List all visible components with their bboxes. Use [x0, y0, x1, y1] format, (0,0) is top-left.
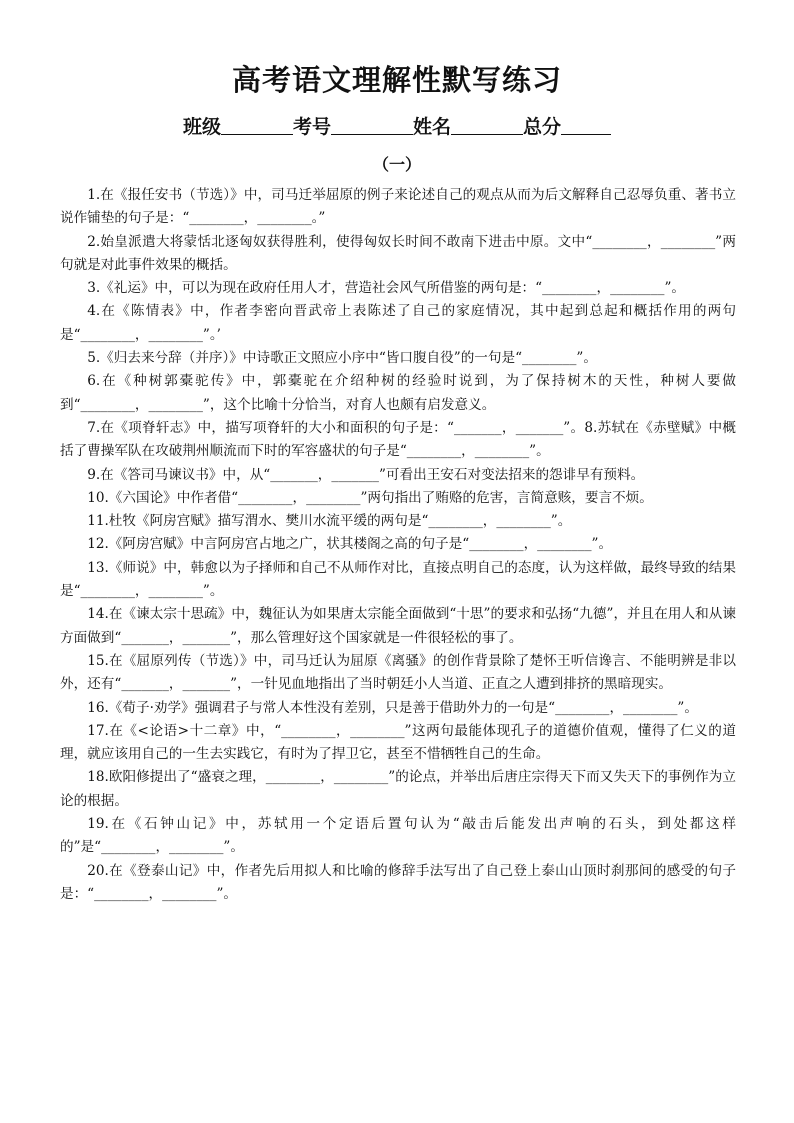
student-info-line — [0, 112, 794, 139]
question-item: 19.在《石钟山记》中，苏轼用一个定语后置句认为“敲击后能发出声响的石头，到处都这样的”是“________，________”。 — [60, 816, 736, 856]
question-item: 13.《师说》中，韩愈以为子择师和自己不从师作对比，直接点明自己的态度，认为这样做，最终导致的结果是“________，________”。 — [60, 559, 736, 600]
question-item: 7.在《项脊轩志》中，描写项脊轩的大小和面积的句子是：“_______，_______”。8.苏轼在《赤壁赋》中概括了曹操军队在攻破荆州顺流而下时的军容盛状的句子是“________，________”。 — [60, 419, 736, 460]
exam-no-blank — [331, 116, 413, 135]
score-blank — [561, 116, 611, 135]
score-label: 总分 — [523, 116, 562, 138]
question-item: 11.杜牧《阿房宫赋》描写渭水、樊川水流平缓的两句是“________，________”。 — [87, 513, 572, 530]
class-blank — [221, 116, 293, 135]
exam-no-label: 考号 — [292, 116, 331, 138]
question-item: 10.《六国论》中作者借“________，________”两句指出了贿赂的危害，言简意赅，要言不烦。 — [87, 489, 653, 506]
question-item: 12.《阿房宫赋》中言阿房宫占地之广，状其楼阁之高的句子是“________，________”。 — [87, 536, 613, 553]
question-item: 20.在《登泰山记》中，作者先后用拟人和比喻的修辞手法写出了自己登上泰山山顶时刹那间的感受的句子是：“________，________”。 — [60, 862, 736, 902]
class-label: 班级 — [182, 116, 221, 138]
question-list — [60, 184, 736, 906]
question-item: 14.在《谏太宗十思疏》中，魏征认为如果唐太宗能全面做到“十思”的要求和弘扬“九德”，并且在用人和从谏方面做到“_______，_______”，那么管理好这个国家就是一件很轻松的事了。 — [60, 606, 736, 646]
name-blank — [451, 116, 523, 135]
question-item: 3.《礼运》中，可以为现在政府任用人才，营造社会风气所借鉴的两句是：“________，________”。 — [87, 280, 685, 297]
question-item: 2.始皇派遣大将蒙恬北逐匈奴获得胜利，使得匈奴长时间不敢南下进击中原。文中“________，________”两句就是对此事件效果的概括。 — [60, 233, 736, 273]
page-title: 高考语文理解性默写练习 — [231, 63, 562, 97]
question-item: 16.《荀子·劝学》强调君子与常人本性没有差别，只是善于借助外力的一句是“________，________”。 — [87, 699, 698, 716]
question-item: 17.在《<论语>十二章》中，“________，________”这两句最能体现孔子的道德价值观，懂得了仁义的道理，就应该用自己的一生去实践它，有时为了捍卫它，甚至不惜牺牲自己的生命。 — [60, 722, 736, 763]
question-item: 18.欧阳修提出了“盛衰之理，________，________”的论点，并举出后唐庄宗得天下而又失天下的事例作为立论的根据。 — [60, 769, 736, 809]
section-heading: （一） — [372, 155, 421, 174]
question-item: 9.在《答司马谏议书》中，从“_______，_______”可看出王安石对变法招来的怨诽早有预料。 — [87, 466, 645, 483]
question-item: 1.在《报任安书（节选）》中，司马迁举屈原的例子来论述自己的观点从而为后文解释自己忍辱负重、著书立说作铺垫的句子是：“________，________。” — [60, 187, 736, 227]
question-item: 5.《归去来兮辞（并序）》中诗歌正文照应小序中“皆口腹自役”的一句是“________”。 — [87, 350, 597, 367]
question-item: 15.在《屈原列传（节选）》中，司马迁认为屈原《离骚》的创作背景除了楚怀王听信谗言、不能明辨是非以外，还有“_______，_______”，一针见血地指出了当时朝廷小人当道、正直之人遭到排挤的黑暗现实。 — [60, 652, 736, 693]
name-label: 姓名 — [413, 116, 452, 138]
question-item: 6.在《种树郭橐驼传》中，郭橐驼在介绍种树的经验时说到，为了保持树木的天性，种树人要做到“________，________”，这个比喻十分恰当，对育人也颇有启发意义。 — [60, 373, 736, 413]
question-item: 4.在《陈情表》中，作者李密向晋武帝上表陈述了自己的家庭情况，其中起到总起和概括作用的两句是“________，________”。’ — [60, 303, 736, 343]
